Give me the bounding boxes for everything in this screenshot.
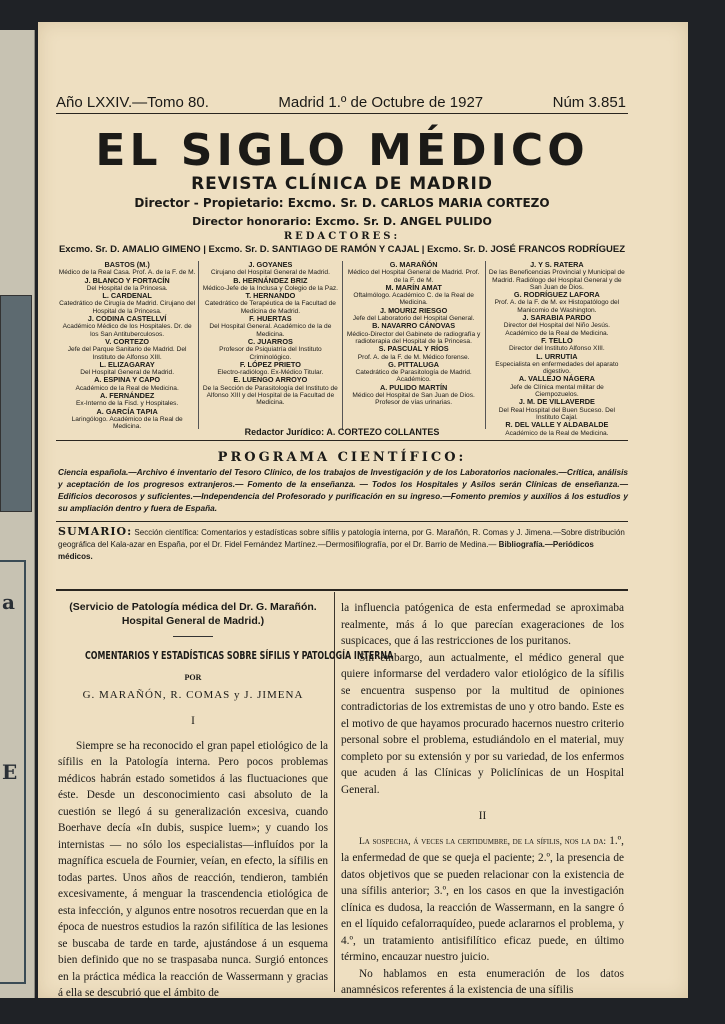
paragraph-1: Siempre se ha reconocido el gran papel etiológico de la sífilis en la Patología interna. Pero pocos problemas médicos habrán estado sometidos á las fluctuaciones que éste. Desde un desconocimiento casi absoluto de la cuestión se llegó á su generalización excesiva, cuando Boerhave decía «In dubis, suspice luem»; y cuando los internistas — no sólo los especialistas—influídos por la magnífica escuela de Fournier, veían, en efecto, la sífilis en todas partes. Unos años de reacción, tendieron, también excesivamente, á menguar la trascendencia etiológica de esta infección, y algunos entre nosotros recuerdan que en la época de nuestros estudios la razón sifilítica de las lesiones se buscaba de tarde en tarde, ajustándose á un esquema bien definido que no se traspasaba nunca. Surgió entonces en la práctica médica la reacción de Wassermann y gracias á ella se descubrió que el ámbito de — [58, 739, 328, 999]
staff-entry — [201, 361, 339, 377]
staff-role: Cirujano del Hospital General de Madrid. — [210, 269, 330, 277]
staff-role: Catedrático de Cirugía de Madrid. Cirujano del Hospital de la Princesa. — [59, 300, 196, 315]
staff-name: E. LUENGO ARROYO — [233, 375, 308, 385]
previous-page-ad-image — [0, 295, 32, 512]
staff-role: Prof. A. de la F. de M. Médico forense. — [357, 353, 470, 361]
staff-name: F. TELLO — [541, 335, 573, 345]
staff-role: Director del Hospital del Niño Jesús. Académico de la Real de Medicina. — [503, 322, 611, 337]
staff-role: Médico-Jefe de la Inclusa y Colegio de la Paz. — [202, 284, 338, 292]
service-heading: (Servicio de Patología médica del Dr. G. Marañón. Hospital General de Madrid.) — [69, 601, 317, 627]
staff-name: J. BLANCO Y FORTACÍN — [84, 275, 170, 285]
staff-role: De las Beneficencias Provincial y Municipal de Madrid. Radiólogo del Hospital General y de San Juan de Dios. — [488, 269, 625, 291]
honorary-director-line: Director honorario: Excmo. Sr. D. ANGEL PULIDO — [192, 215, 492, 228]
staff-name: G. MARAÑÓN — [389, 260, 438, 269]
staff-entry — [201, 277, 339, 293]
paragraph-3: Sin embargo, aun actualmente, el médico general que quiere informarse del verdadero valor etiológico de la sífilis se encuentra suspenso por la multitud de opiniones contradictorias de los extremistas de uno y otro bando. Este es el motivo de que hayamos procurado hacernos nuestro criterio personal sobre el problema, estudiándolo en el material, muy completo por su extensión y por su variedad, de los enfermos que acuden á las Clínicas y Policlínicas de un Hospital General. — [341, 651, 624, 796]
header-rule — [56, 113, 628, 114]
staff-role: Del Hospital General de Madrid. — [80, 369, 175, 377]
staff-column — [56, 261, 198, 429]
section-numeral-1: I — [191, 715, 195, 727]
staff-role: Catedrático de Terapéutica de la Facultad de Medicina de Madrid. — [204, 300, 336, 315]
staff-role: Del Hospital de la Princesa. — [86, 284, 168, 292]
staff-role: Especialista en enfermedades del aparato digestivo. — [495, 360, 619, 376]
summary-block — [58, 525, 628, 563]
article-authors: G. MARAÑÓN, R. COMAS y J. JIMENA — [82, 688, 304, 701]
staff-name: A. FERNÁNDEZ — [99, 391, 155, 401]
staff-entry — [201, 338, 339, 361]
staff-name: B. HERNÁNDEZ BRIZ — [233, 275, 308, 285]
staff-role: Médico del Hospital de San Juan de Dios. Profesor de vías urinarias. — [352, 392, 475, 407]
staff-entry — [345, 361, 483, 384]
staff-name: A. GARCÍA TAPIA — [96, 406, 158, 416]
paragraph-2: la influencia patógenica de esta enfermedad se aproximaba realmente, más á lo que parecían exageraciones de los suspicaces, que á las restricciones de los puritanos. — [341, 602, 624, 647]
previous-page-letter-e: E — [2, 760, 18, 784]
staff-role: Del Real Hospital del Buen Suceso. Del Instituto Cajal. — [498, 406, 615, 421]
previous-page-letter-a: a — [2, 590, 15, 614]
staff-name: J. GOYANES — [248, 260, 293, 269]
staff-name: J. Y S. RATERA — [530, 260, 584, 269]
volume-info: Año LXXIV.—Tomo 80. — [56, 94, 209, 111]
masthead-subtitle: REVISTA CLÍNICA DE MADRID — [191, 174, 493, 194]
staff-name: J. MOURIZ RIESGO — [379, 305, 448, 315]
paragraph-4-lead: La sospecha, á veces la certidumbre, de la sífilis, nos la da: — [359, 836, 607, 847]
staff-entry — [201, 261, 339, 277]
staff-name: F. HUERTAS — [249, 314, 292, 324]
staff-name: J. CODINA CASTELLVÍ — [87, 314, 167, 324]
staff-name: G. RODRÍGUEZ LAFORA — [513, 290, 600, 300]
staff-entry — [58, 392, 196, 408]
short-rule — [173, 636, 213, 637]
article-right-column — [341, 600, 624, 999]
staff-name: L. ELIZAGARAY — [99, 359, 155, 369]
summary-line-1: Sección científica: Comentarios y estadísticas sobre sífilis y patología interna, por G. Marañón, R. Comas y J. Jimena.—Sobre distribución geográfica del Kala-azar en España, por el Dr. Fidel Fernández Martínez.—Dermosifilografía, por el Dr. Barrio de Medina.— — [58, 528, 625, 549]
issue-number: Núm 3.851 — [552, 94, 626, 111]
staff-entry — [488, 291, 626, 314]
staff-entry — [58, 292, 196, 315]
staff-role: Académico Médico de los Hospitales. Dr. de los San Antituberculosos. — [62, 323, 192, 338]
staff-entry — [201, 292, 339, 315]
staff-entry — [58, 315, 196, 338]
legal-editor-line: Redactor Jurídico: A. CORTEZO COLLANTES — [244, 427, 440, 437]
staff-role: Del Hospital General. Académico de la de Medicina. — [209, 323, 332, 338]
staff-name: C. JUARROS — [247, 336, 293, 346]
staff-name: A. PULIDO MARTÍN — [379, 382, 448, 392]
staff-role: Académico de la Real de Medicina. — [75, 384, 179, 392]
staff-entry — [345, 345, 483, 361]
staff-role: Médico de la Real Casa. Prof. A. de la F. de M. — [58, 269, 196, 277]
staff-name: J. SARABIA PARDO — [522, 313, 592, 323]
article-rule — [56, 589, 628, 591]
staff-column — [485, 260, 628, 437]
staff-entry — [345, 384, 483, 407]
staff-entry — [488, 261, 626, 291]
staff-role: Laringólogo. Académico de la Real de Medicina. — [71, 415, 183, 431]
staff-role: Prof. A. de la F. de M. ex Histopatólogo del Manicomio de Washington. — [494, 299, 620, 314]
article-title: COMENTARIOS Y ESTADÍSTICAS SOBRE SÍFILIS Y PATOLOGÍA INTERNA — [85, 649, 394, 662]
staff-name: R. DEL VALLE Y ALDABALDE — [505, 420, 609, 430]
summary-line-2: Bibliografía.—Periódicos médicos. — [58, 540, 594, 561]
staff-entry — [58, 261, 196, 277]
staff-role: Médico-Director del Gabinete de radiografía y radioterapia del Hospital de la Princesa. — [346, 330, 481, 345]
staff-entry — [345, 307, 483, 323]
summary-label: SUMARIO: — [58, 525, 133, 538]
program-body: Ciencia española.—Archivo é inventario del Tesoro Clínico, de los trabajos de Investigación y de los Laboratorios nacionales.—Crítica, análisis y aceptación de los progresos extranjeros.— Fomento de la enseñanza. — Todos los Hospitales y Asilos serán Clínicas de enseñanza.— Edificios decorosos y suficientes.—Independencia del Profesorado y purificación en su ingreso.—Fomento premios y auxilios á los estudios y su ampliación dentro y fuera de España. — [58, 467, 628, 513]
staff-role: Médico del Hospital General de Madrid. Prof. de la F. de M. — [347, 269, 480, 284]
program-title: PROGRAMA CIENTÍFICO: — [217, 450, 467, 465]
staff-entry — [201, 315, 339, 338]
staff-name: F. LÓPEZ PRIETO — [239, 359, 301, 369]
staff-entry — [488, 353, 626, 376]
program-text — [58, 466, 628, 514]
staff-role: Ex-Interno de la Fisd. y Hospitales. — [76, 400, 179, 408]
staff-name: J. M. DE VILLAVERDE — [518, 397, 595, 407]
staff-entry — [488, 375, 626, 398]
staff-entry — [58, 361, 196, 377]
staff-name: L. CARDENAL — [102, 291, 152, 301]
staff-name: BASTOS (M.) — [104, 260, 150, 269]
paragraph-4 — [341, 833, 624, 966]
staff-name: V. CORTEZO — [105, 336, 150, 346]
staff-entry — [488, 398, 626, 421]
staff-entry — [345, 284, 483, 307]
staff-role: Jefe de Clínica mental militar de Ciempozuelos. — [509, 383, 604, 399]
staff-role: Catedrático de Parasitología de Madrid. Académico. — [355, 369, 472, 384]
staff-name: G. PITTALUGA — [388, 359, 440, 369]
staff-entry — [488, 314, 626, 337]
staff-column — [198, 261, 341, 429]
staff-column — [342, 261, 485, 429]
director-line: Director - Propietario: Excmo. Sr. D. CARLOS MARIA CORTEZO — [134, 196, 550, 210]
senior-editors-line: Excmo. Sr. D. AMALIO GIMENO | Excmo. Sr. D. SANTIAGO DE RAMÓN Y CAJAL | Excmo. Sr. D. JOSÉ FRANCOS RODRÍGUEZ — [58, 244, 626, 255]
staff-role: Jefe del Laboratorio del Hospital General. — [352, 315, 475, 323]
staff-entry — [345, 261, 483, 284]
redactores-heading: REDACTORES: — [283, 231, 401, 242]
staff-entry — [58, 338, 196, 361]
issue-date: Madrid 1.º de Octubre de 1927 — [278, 94, 484, 111]
staff-entry — [201, 376, 339, 406]
staff-name: S. PASCUAL Y RÍOS — [378, 344, 449, 354]
staff-entry — [488, 337, 626, 353]
staff-role: Oftalmólogo. Académico C. de la Real de Medicina. — [353, 292, 474, 307]
staff-name: T. HERNANDO — [245, 291, 296, 301]
newspaper-page — [38, 22, 688, 998]
staff-role: Académico de la Real de Medicina. — [505, 429, 609, 437]
staff-name: L. URRUTIA — [536, 351, 578, 361]
staff-name: M. MARÍN AMAT — [385, 282, 442, 292]
previous-page-edge — [0, 30, 35, 998]
issue-header-line — [56, 94, 626, 111]
staff-entry — [58, 376, 196, 392]
paragraph-4-body: 1.º, la enfermedad de que se queja el paciente; 2.º, la presencia de datos objetivos que se pueden relacionar con la existencia de una sífilis anterior; 3.º, en los casos en que la investigación clínica es dudosa, la reacción de Wassermann, en la sangre ó en el líquido cefalorraquídeo, puede aclararnos el problema, y 4.º, un tratamiento antisifilítico eficaz puede, en último término, encauzar nuestro juicio. — [341, 834, 624, 963]
staff-name: A. ESPINA Y CAPO — [94, 375, 161, 385]
staff-role: Jefe del Parque Sanitario de Madrid. Del Instituto de Alfonso XIII. — [67, 346, 187, 361]
summary-rule — [56, 521, 628, 522]
staff-entry — [345, 322, 483, 345]
article-left-column — [58, 600, 394, 1002]
program-rule — [56, 440, 628, 441]
section-numeral-2: II — [478, 810, 487, 822]
masthead-title: EL SIGLO MÉDICO — [95, 125, 589, 176]
paragraph-5: No hablamos en esta enumeración de los datos anamnésicos referentes á la existencia de una sífilis — [341, 967, 624, 996]
staff-role: Electro-radiólogo. Ex-Médico Titular. — [217, 369, 324, 377]
staff-role: Director del Instituto Alfonso XIII. — [509, 345, 605, 353]
staff-name: B. NAVARRO CÁNOVAS — [372, 321, 456, 331]
staff-entry — [58, 277, 196, 293]
staff-name: A. VALLEJO NÁGERA — [518, 374, 595, 384]
staff-role: Profesor de Psiquiatría del Instituto Criminológico. — [219, 346, 322, 361]
staff-role: De la Sección de Parasitología del Instituto de Alfonso XIII y del Hospital de la Facultad de Medicina. — [202, 384, 338, 407]
by-label: POR — [184, 673, 202, 682]
